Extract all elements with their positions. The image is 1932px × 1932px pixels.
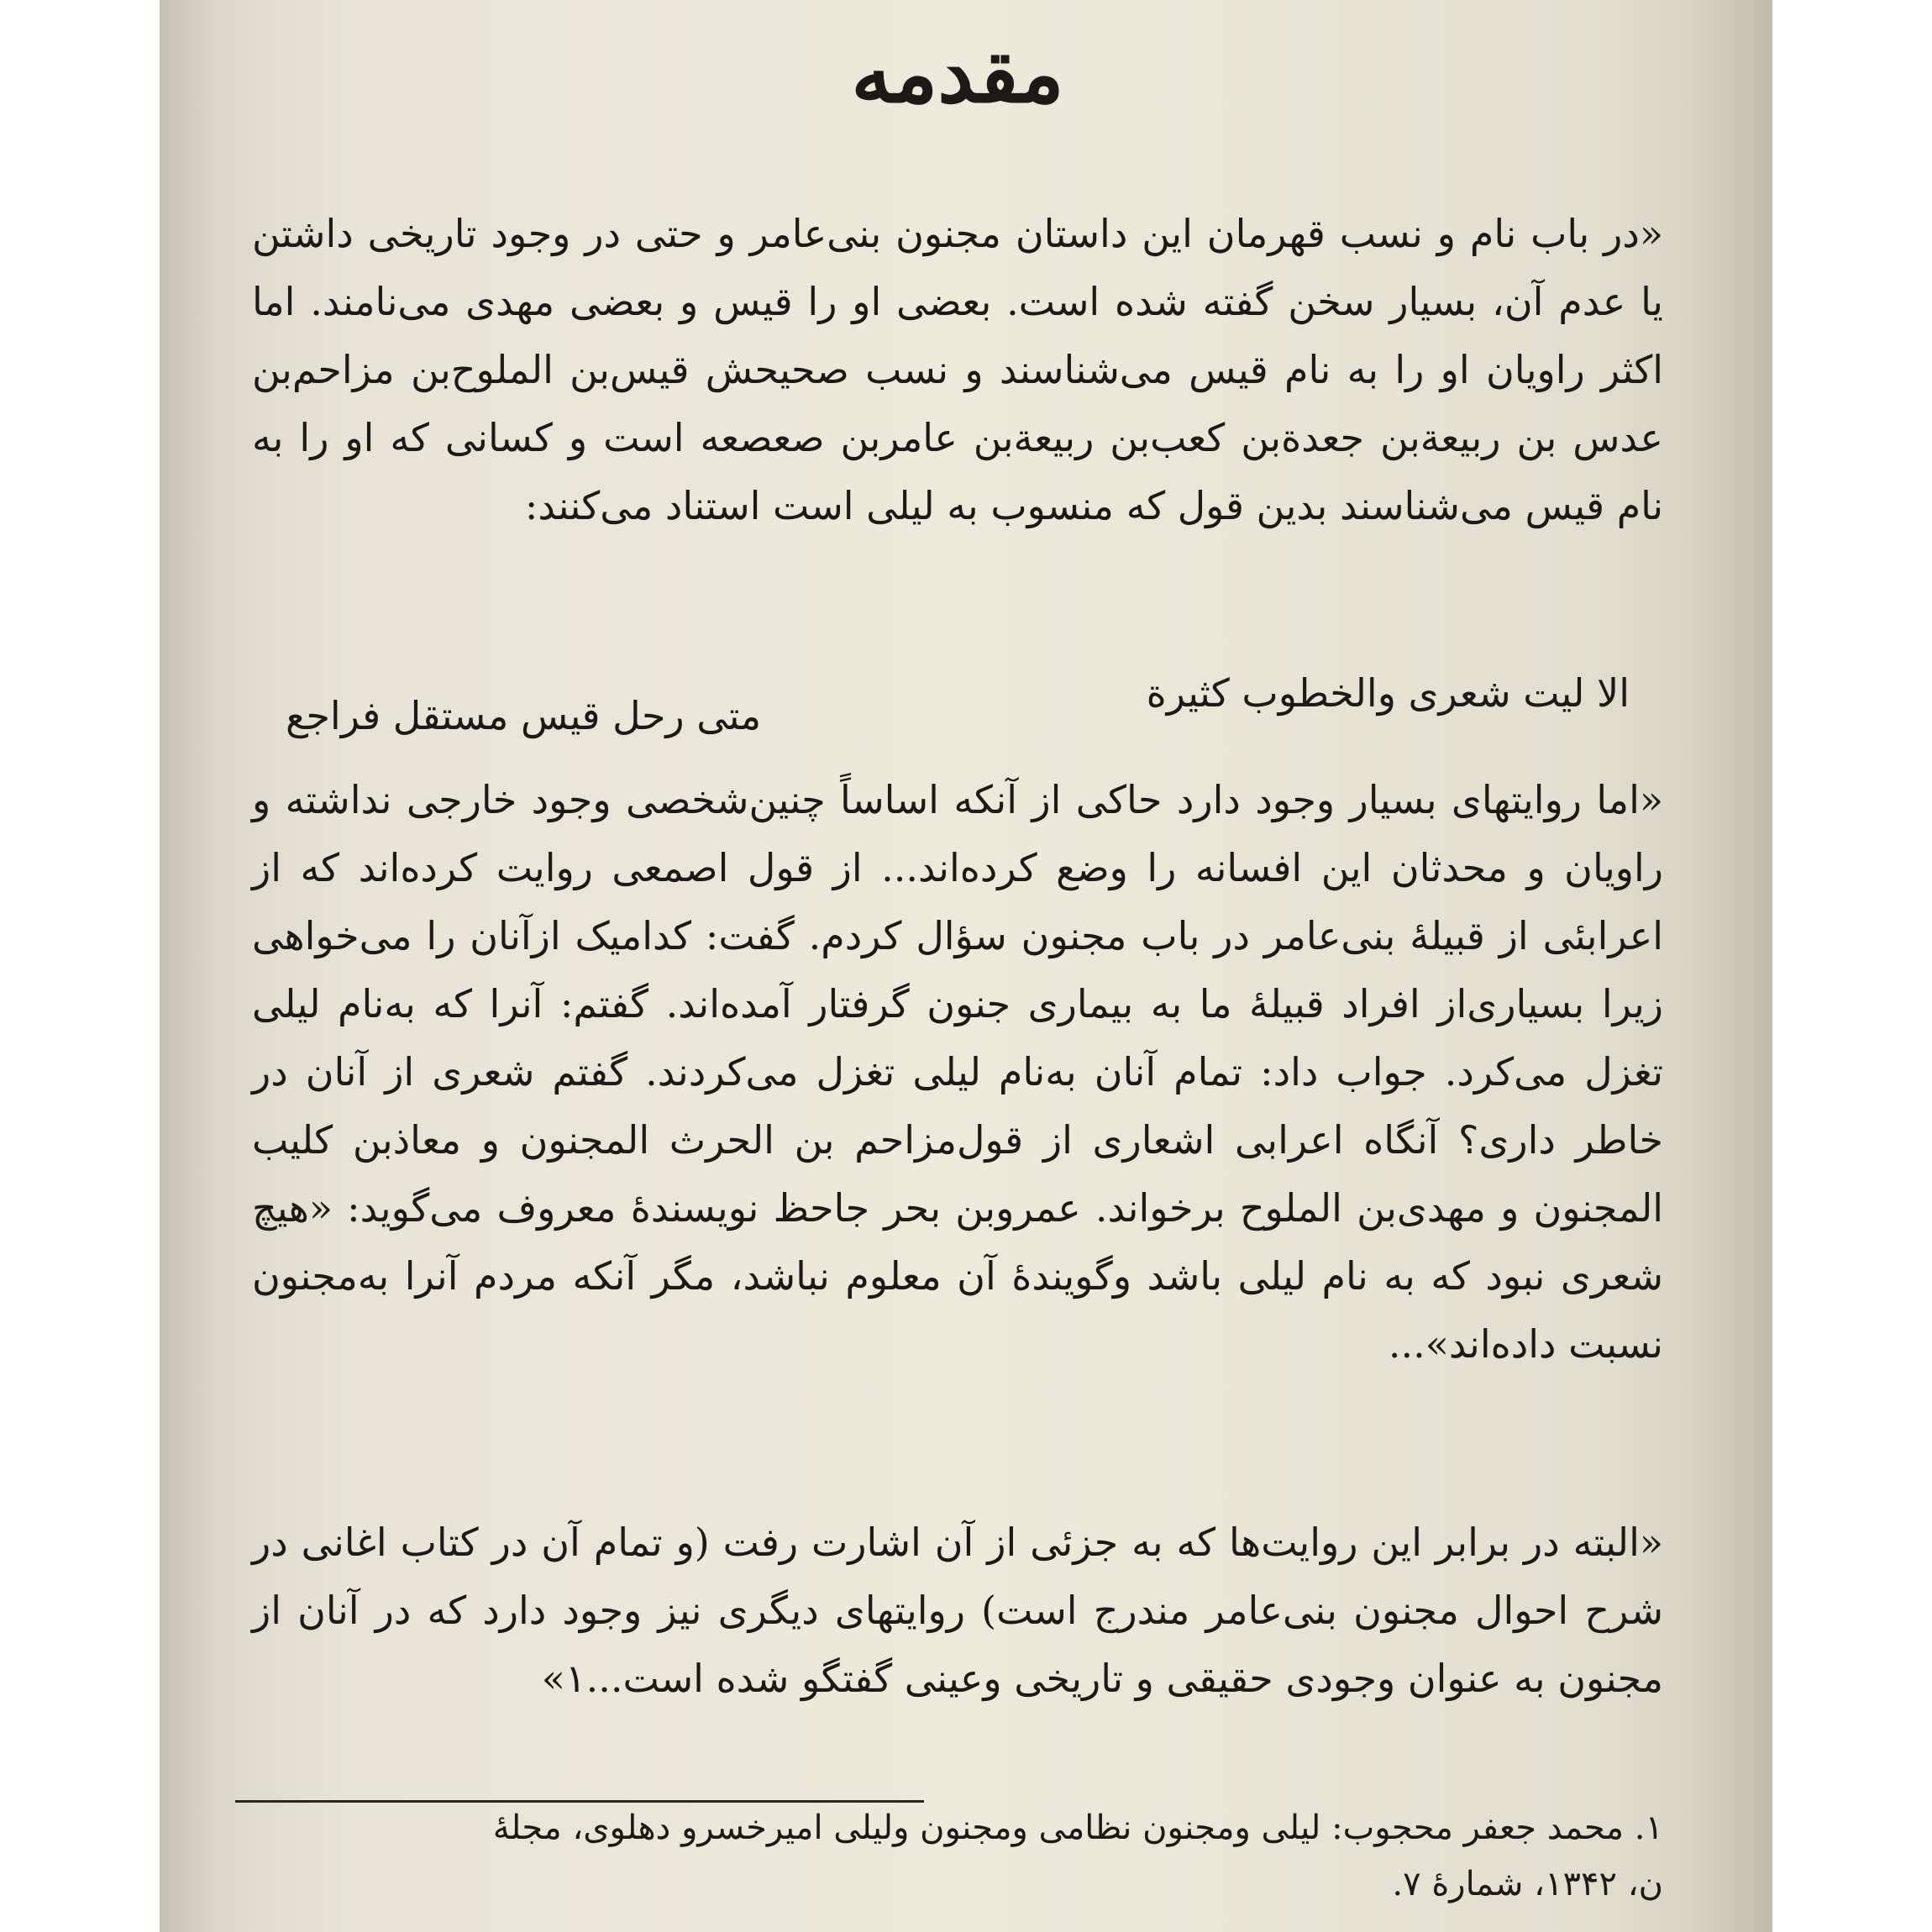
paragraph-3: «البته در برابر این روایت‌ها که به جزئی از آن اشارت رفت (و تمام آن در کتاب اغانی در شرح احوال مجنون بنی‌عامر مندرج است) روایتهای دیگری نیز وجود دارد که در آنان از مجنون به عنوان وجودی حقیقی و تاریخی وعینی گفتگو شده است...۱» <box>252 1520 1663 1701</box>
page-title: مقدمه <box>851 26 1064 121</box>
paragraph-2: «اما روایتهای بسیار وجود دارد حاکی از آنکه اساساً چنین‌شخصی وجود خارجی نداشته و راویان و محدثان این افسانه را وضع کرده‌اند... از قول اصمعی روایت کرده‌اند که از اعرابئی از قبیلۀ بنی‌عامر در باب مجنون سؤال کردم. گفت: کدامیک ازآنان را می‌خواهی زیرا بسیاری‌از افراد قبیلۀ ما به بیماری جنون گرفتار آمده‌اند. گفتم: آنرا که به‌نام لیلی تغزل می‌کرد. جواب داد: تمام آنان به‌نام لیلی تغزل می‌کردند. گفتم شعری از آنان در خاطر داری؟ آنگاه اعرابی اشعاری از قول‌مزاحم بن الحرث المجنون و معاذبن کلیب المجنون و مهدی‌بن الملوح برخواند. عمروبن بحر جاحظ نویسندۀ معروف می‌گوید: «هیچ شعری نبود که به نام لیلی باشد وگویندۀ آن معلوم نباشد، مگر آنکه مردم آنرا به‌مجنون نسبت داده‌اند»... <box>252 777 1663 1367</box>
verse-first-hemistich-text: الا لیت شعری والخطوب کثیرة <box>1146 670 1630 716</box>
page-shadow-right <box>1680 0 1772 1932</box>
book-page <box>235 0 1680 1932</box>
verse-second-hemistich-text: متی رحل قیس مستقل فراجع <box>286 693 762 738</box>
paragraph-1: «در باب نام و نسب قهرمان این داستان مجنون بنی‌عامر و حتی در وجود تاریخی داشتن یا عدم آن، بسیار سخن گفته شده است. بعضی او را قیس و بعضی مهدی می‌نامند. اما اکثر راویان او را به نام قیس می‌شناسند و نسب صحیحش قیس‌بن الملوح‌بن مزاحم‌بن عدس بن ربیعة‌بن جعدة‌بن کعب‌بن ربیعة‌بن عامر‌بن صعصعه است و کسانی که او را به نام قیس می‌شناسند بدین قول که منسوب به لیلی است استناد می‌کنند: <box>252 211 1663 528</box>
book-page-photo <box>160 0 1772 1932</box>
footnote-1: ۱. محمد جعفر محجوب: لیلی ومجنون نظامی ومجنون ولیلی امیرخسرو دهلوی، مجلۀ <box>492 1809 1663 1847</box>
verse-second-hemistich <box>286 690 1630 741</box>
page-shadow-left <box>160 0 218 1932</box>
footnote-1-continued: ن، ۱۳۴۲، شمارۀ ۷. <box>1392 1865 1663 1903</box>
